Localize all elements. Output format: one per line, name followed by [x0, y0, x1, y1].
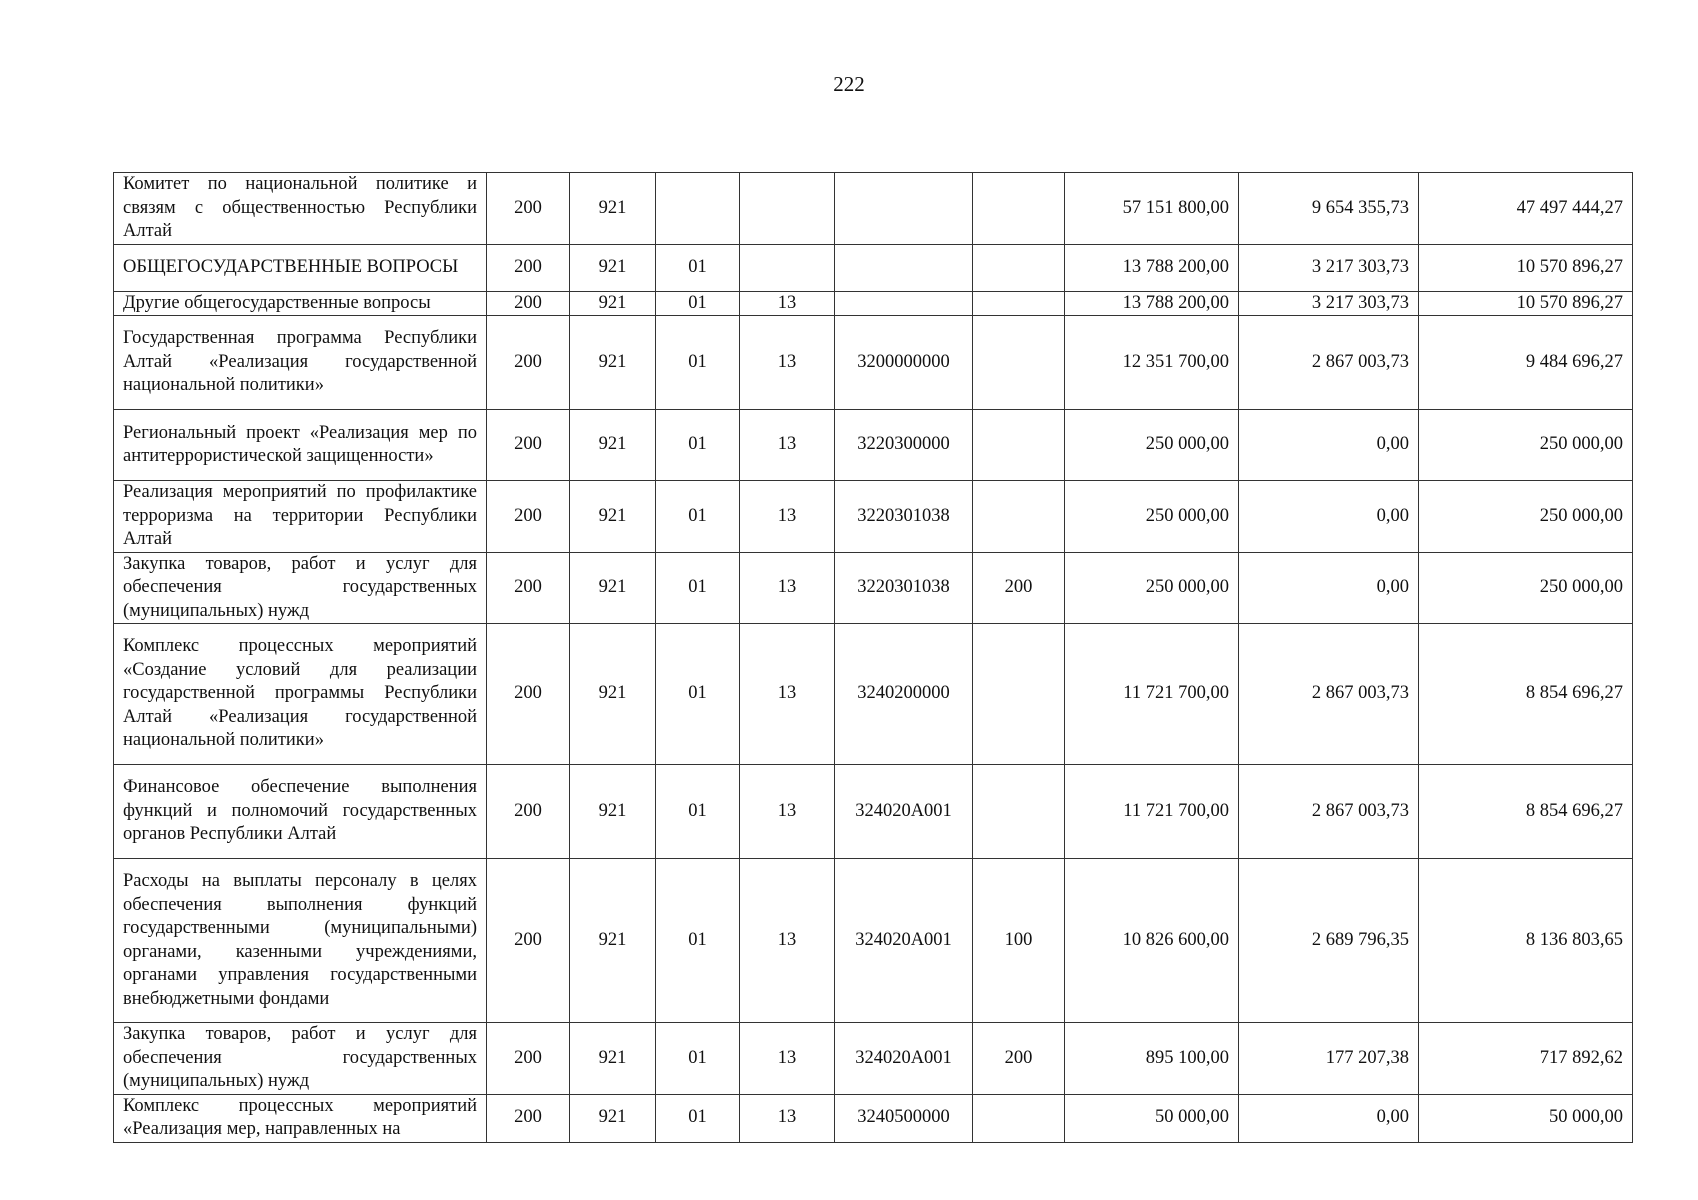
expense-type-cell	[973, 244, 1065, 291]
approved-amount-cell: 10 826 600,00	[1065, 859, 1239, 1023]
executed-amount-cell: 2 867 003,73	[1239, 765, 1419, 859]
expense-type-cell	[973, 624, 1065, 765]
approved-amount-cell: 250 000,00	[1065, 410, 1239, 481]
subsection-cell: 13	[740, 552, 835, 624]
target-article-cell	[835, 291, 973, 316]
remaining-amount-cell: 250 000,00	[1419, 552, 1633, 624]
remaining-amount-cell: 250 000,00	[1419, 481, 1633, 553]
executed-amount-cell: 2 867 003,73	[1239, 316, 1419, 410]
approved-amount-cell: 13 788 200,00	[1065, 291, 1239, 316]
subsection-cell: 13	[740, 481, 835, 553]
section-cell: 01	[656, 410, 740, 481]
expense-type-cell	[973, 291, 1065, 316]
ministry-code-cell: 921	[570, 1094, 656, 1142]
expense-type-cell	[973, 316, 1065, 410]
executed-amount-cell: 177 207,38	[1239, 1023, 1419, 1095]
target-article-cell: 3240500000	[835, 1094, 973, 1142]
target-article-cell	[835, 244, 973, 291]
executed-amount-cell: 0,00	[1239, 552, 1419, 624]
section-cell	[656, 173, 740, 245]
row-name-cell: Реализация мероприятий по профилактике терроризма на территории Республики Алтай	[114, 481, 487, 553]
subsection-cell: 13	[740, 316, 835, 410]
table-row	[114, 765, 1633, 859]
section-cell: 01	[656, 1023, 740, 1095]
executed-amount-cell: 3 217 303,73	[1239, 291, 1419, 316]
code-cell: 200	[487, 1023, 570, 1095]
executed-amount-cell: 0,00	[1239, 481, 1419, 553]
approved-amount-cell: 11 721 700,00	[1065, 624, 1239, 765]
expense-type-cell	[973, 765, 1065, 859]
row-name-cell: Закупка товаров, работ и услуг для обеспечения государственных (муниципальных) нужд	[114, 552, 487, 624]
expense-type-cell	[973, 481, 1065, 553]
executed-amount-cell: 2 867 003,73	[1239, 624, 1419, 765]
subsection-cell: 13	[740, 1023, 835, 1095]
table-row	[114, 244, 1633, 291]
approved-amount-cell: 11 721 700,00	[1065, 765, 1239, 859]
code-cell: 200	[487, 173, 570, 245]
target-article-cell: 3220300000	[835, 410, 973, 481]
ministry-code-cell: 921	[570, 291, 656, 316]
table-row	[114, 1023, 1633, 1095]
page-number: 222	[833, 72, 865, 96]
ministry-code-cell: 921	[570, 765, 656, 859]
expense-type-cell: 200	[973, 552, 1065, 624]
row-name-cell: Региональный проект «Реализация мер по антитеррористической защищенности»	[114, 410, 487, 481]
ministry-code-cell: 921	[570, 1023, 656, 1095]
remaining-amount-cell: 10 570 896,27	[1419, 244, 1633, 291]
table-row	[114, 291, 1633, 316]
code-cell: 200	[487, 765, 570, 859]
target-article-cell: 324020А001	[835, 1023, 973, 1095]
row-name-cell: Другие общегосударственные вопросы	[114, 291, 487, 316]
target-article-cell: 3200000000	[835, 316, 973, 410]
expense-type-cell: 200	[973, 1023, 1065, 1095]
remaining-amount-cell: 10 570 896,27	[1419, 291, 1633, 316]
code-cell: 200	[487, 1094, 570, 1142]
expense-type-cell	[973, 1094, 1065, 1142]
executed-amount-cell: 0,00	[1239, 1094, 1419, 1142]
row-name-cell: Комплекс процессных мероприятий «Реализация мер, направленных на	[114, 1094, 487, 1142]
table-row	[114, 859, 1633, 1023]
code-cell: 200	[487, 291, 570, 316]
target-article-cell: 324020А001	[835, 765, 973, 859]
code-cell: 200	[487, 316, 570, 410]
ministry-code-cell: 921	[570, 410, 656, 481]
ministry-code-cell: 921	[570, 859, 656, 1023]
code-cell: 200	[487, 410, 570, 481]
subsection-cell: 13	[740, 624, 835, 765]
table-row	[114, 624, 1633, 765]
target-article-cell: 324020А001	[835, 859, 973, 1023]
code-cell: 200	[487, 624, 570, 765]
row-name-cell: Расходы на выплаты персоналу в целях обеспечения выполнения функций государственными (муниципальными) органами, казенными учреждениями, органами управления государственными внебюджетными фондами	[114, 859, 487, 1023]
row-name-cell: Комплекс процессных мероприятий «Создание условий для реализации государственной программы Республики Алтай «Реализация государственной национальной политики»	[114, 624, 487, 765]
table-row	[114, 481, 1633, 553]
subsection-cell: 13	[740, 410, 835, 481]
remaining-amount-cell: 250 000,00	[1419, 410, 1633, 481]
subsection-cell: 13	[740, 765, 835, 859]
target-article-cell	[835, 173, 973, 245]
expense-type-cell	[973, 173, 1065, 245]
table-row	[114, 316, 1633, 410]
approved-amount-cell: 13 788 200,00	[1065, 244, 1239, 291]
section-cell: 01	[656, 765, 740, 859]
executed-amount-cell: 3 217 303,73	[1239, 244, 1419, 291]
remaining-amount-cell: 50 000,00	[1419, 1094, 1633, 1142]
executed-amount-cell: 9 654 355,73	[1239, 173, 1419, 245]
remaining-amount-cell: 8 854 696,27	[1419, 765, 1633, 859]
section-cell: 01	[656, 244, 740, 291]
row-name-cell: Комитет по национальной политике и связям с общественностью Республики Алтай	[114, 173, 487, 245]
code-cell: 200	[487, 859, 570, 1023]
approved-amount-cell: 50 000,00	[1065, 1094, 1239, 1142]
target-article-cell: 3240200000	[835, 624, 973, 765]
row-name-cell: ОБЩЕГОСУДАРСТВЕННЫЕ ВОПРОСЫ	[114, 244, 487, 291]
remaining-amount-cell: 9 484 696,27	[1419, 316, 1633, 410]
code-cell: 200	[487, 244, 570, 291]
code-cell: 200	[487, 481, 570, 553]
remaining-amount-cell: 8 136 803,65	[1419, 859, 1633, 1023]
approved-amount-cell: 250 000,00	[1065, 481, 1239, 553]
row-name-cell: Государственная программа Республики Алтай «Реализация государственной национальной политики»	[114, 316, 487, 410]
table-row	[114, 410, 1633, 481]
remaining-amount-cell: 717 892,62	[1419, 1023, 1633, 1095]
subsection-cell: 13	[740, 291, 835, 316]
section-cell: 01	[656, 624, 740, 765]
remaining-amount-cell: 47 497 444,27	[1419, 173, 1633, 245]
section-cell: 01	[656, 291, 740, 316]
table-row	[114, 1094, 1633, 1142]
subsection-cell: 13	[740, 859, 835, 1023]
budget-table	[113, 172, 1633, 1143]
subsection-cell	[740, 173, 835, 245]
ministry-code-cell: 921	[570, 552, 656, 624]
table-row	[114, 173, 1633, 245]
section-cell: 01	[656, 1094, 740, 1142]
ministry-code-cell: 921	[570, 481, 656, 553]
row-name-cell: Закупка товаров, работ и услуг для обеспечения государственных (муниципальных) нужд	[114, 1023, 487, 1095]
approved-amount-cell: 12 351 700,00	[1065, 316, 1239, 410]
ministry-code-cell: 921	[570, 173, 656, 245]
section-cell: 01	[656, 552, 740, 624]
ministry-code-cell: 921	[570, 244, 656, 291]
remaining-amount-cell: 8 854 696,27	[1419, 624, 1633, 765]
approved-amount-cell: 250 000,00	[1065, 552, 1239, 624]
section-cell: 01	[656, 481, 740, 553]
ministry-code-cell: 921	[570, 624, 656, 765]
subsection-cell: 13	[740, 1094, 835, 1142]
executed-amount-cell: 2 689 796,35	[1239, 859, 1419, 1023]
expense-type-cell	[973, 410, 1065, 481]
code-cell: 200	[487, 552, 570, 624]
approved-amount-cell: 57 151 800,00	[1065, 173, 1239, 245]
ministry-code-cell: 921	[570, 316, 656, 410]
section-cell: 01	[656, 316, 740, 410]
expense-type-cell: 100	[973, 859, 1065, 1023]
section-cell: 01	[656, 859, 740, 1023]
executed-amount-cell: 0,00	[1239, 410, 1419, 481]
subsection-cell	[740, 244, 835, 291]
budget-table-body	[114, 173, 1633, 1143]
table-row	[114, 552, 1633, 624]
target-article-cell: 3220301038	[835, 552, 973, 624]
approved-amount-cell: 895 100,00	[1065, 1023, 1239, 1095]
target-article-cell: 3220301038	[835, 481, 973, 553]
row-name-cell: Финансовое обеспечение выполнения функций и полномочий государственных органов Республики Алтай	[114, 765, 487, 859]
